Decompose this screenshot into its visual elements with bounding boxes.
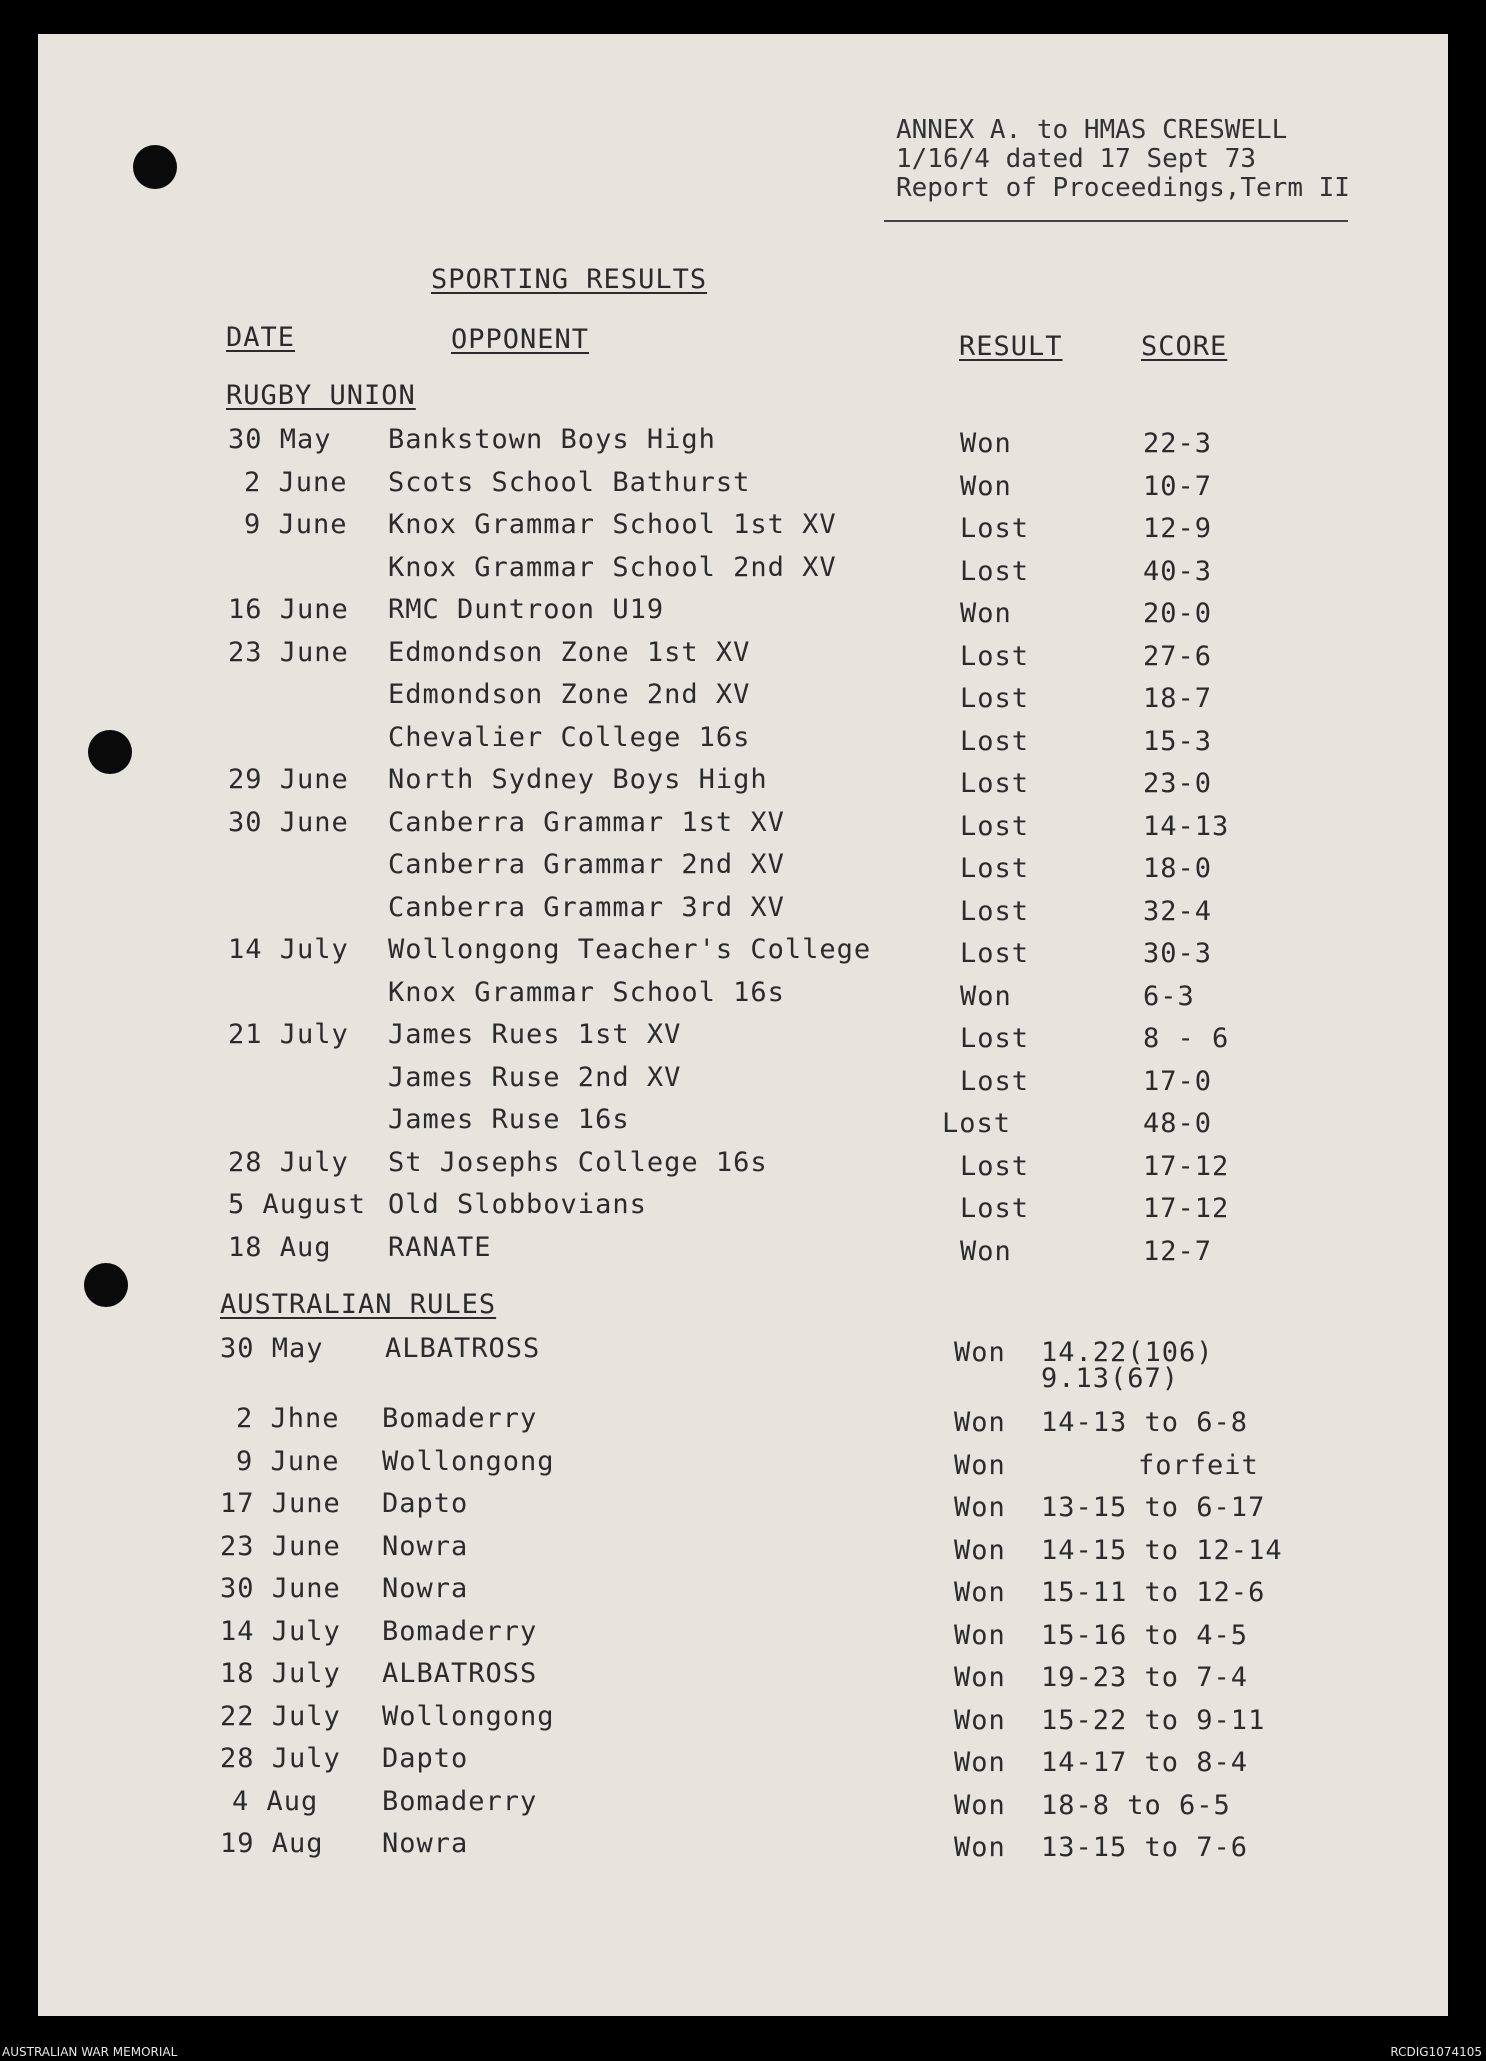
row-opponent: ALBATROSS [385, 1333, 541, 1364]
row-date: 23 June [220, 1530, 341, 1562]
row-score: 27-6 [1143, 640, 1213, 672]
row-result: Won [954, 1789, 1006, 1821]
row-opponent: Bomaderry [382, 1785, 538, 1817]
row-opponent: Old Slobbovians [388, 1189, 647, 1220]
row-opponent: Nowra [382, 1828, 469, 1859]
row-result: Won [954, 1662, 1006, 1693]
row-result: Lost [960, 725, 1030, 757]
column-header-opponent: OPPONENT [451, 324, 590, 355]
row-date: 21 July [228, 1019, 349, 1050]
row-result: Lost [960, 1193, 1030, 1224]
row-result: Won [960, 980, 1012, 1012]
column-header-date: DATE [226, 322, 296, 353]
row-score: 18-7 [1143, 683, 1213, 714]
row-opponent: Canberra Grammar 3rd XV [388, 891, 785, 923]
row-result: Won [954, 1337, 1006, 1368]
row-score: 8 - 6 [1143, 1023, 1230, 1054]
row-opponent: Knox Grammar School 16s [388, 976, 785, 1008]
row-score: 23-0 [1143, 768, 1213, 799]
row-result: Won [954, 1747, 1006, 1778]
row-result: Lost [960, 853, 1030, 884]
row-date: 19 Aug [220, 1828, 324, 1859]
row-score: 14-13 to 6-8 [1041, 1407, 1249, 1438]
page-title: SPORTING RESULTS [431, 264, 708, 295]
row-date: 5 August [228, 1189, 367, 1220]
punch-hole-top [133, 145, 177, 189]
row-opponent: Wollongong Teacher's College [388, 934, 872, 965]
row-score: 17-12 [1143, 1150, 1230, 1182]
row-date: 14 July [220, 1615, 341, 1647]
row-opponent: Canberra Grammar 1st XV [388, 806, 785, 838]
row-opponent: James Ruse 2nd XV [388, 1061, 682, 1093]
row-date: 18 Aug [228, 1231, 332, 1263]
footer-credit: AUSTRALIAN WAR MEMORIAL [2, 2045, 178, 2059]
row-result: Won [954, 1407, 1006, 1438]
row-date: 28 July [228, 1146, 349, 1178]
row-result: Won [954, 1577, 1006, 1608]
row-date: 14 July [228, 934, 349, 965]
column-header-result: RESULT [959, 331, 1063, 362]
row-score: 48-0 [1143, 1108, 1213, 1139]
row-result: Won [960, 470, 1012, 502]
row-opponent: Nowra [382, 1530, 469, 1562]
row-score: 18-0 [1143, 853, 1213, 884]
row-result: Won [960, 598, 1012, 629]
row-result: Won [954, 1832, 1006, 1863]
row-date: 22 July [220, 1700, 341, 1732]
row-score: 15-3 [1143, 725, 1213, 757]
row-result: Won [954, 1449, 1006, 1481]
row-date: 4 Aug [232, 1785, 319, 1817]
row-date: 16 June [228, 594, 349, 625]
row-result: Won [960, 428, 1012, 459]
row-result: Won [954, 1492, 1006, 1523]
row-date: 18 July [220, 1658, 341, 1689]
row-opponent: Bankstown Boys High [388, 424, 716, 455]
row-opponent: Scots School Bathurst [388, 466, 751, 498]
row-date: 30 May [228, 424, 332, 455]
row-opponent: Dapto [382, 1488, 469, 1519]
row-opponent: Knox Grammar School 2nd XV [388, 551, 837, 583]
row-date: 17 June [220, 1488, 341, 1519]
row-opponent: Bomaderry [382, 1403, 538, 1434]
row-date: 23 June [228, 636, 349, 668]
row-result: Won [954, 1619, 1006, 1651]
row-score: 13-15 to 7-6 [1041, 1832, 1249, 1863]
row-opponent: James Rues 1st XV [388, 1019, 682, 1050]
row-score: 14-17 to 8-4 [1041, 1747, 1249, 1778]
row-score: 13-15 to 6-17 [1041, 1492, 1266, 1523]
row-date: 9 June [244, 509, 348, 540]
row-date: 28 July [220, 1743, 341, 1774]
row-opponent: Edmondson Zone 2nd XV [388, 679, 751, 710]
row-opponent: Bomaderry [382, 1615, 538, 1647]
row-score: 40-3 [1143, 555, 1213, 587]
row-opponent: St Josephs College 16s [388, 1146, 768, 1178]
row-date: 9 June [236, 1445, 340, 1477]
row-score: 30-3 [1143, 938, 1213, 969]
row-result: Lost [960, 513, 1030, 544]
row-result: Lost [960, 895, 1030, 927]
row-opponent: ALBATROSS [382, 1658, 538, 1689]
row-score: 19-23 to 7-4 [1041, 1662, 1249, 1693]
row-score-opponent: 9.13(67) [1041, 1363, 1180, 1394]
row-result: Lost [960, 683, 1030, 714]
annex-line-3: Report of Proceedings,Term II [896, 173, 1350, 203]
row-result: Lost [942, 1108, 1012, 1139]
footer-record-id: RCDIG1074105 [1390, 2045, 1482, 2059]
punch-hole-bottom [84, 1263, 128, 1307]
row-opponent: James Ruse 16s [388, 1104, 630, 1135]
row-score: 22-3 [1143, 428, 1213, 459]
row-opponent: Canberra Grammar 2nd XV [388, 849, 785, 880]
row-score: 32-4 [1143, 895, 1213, 927]
row-result: Won [954, 1704, 1006, 1736]
row-result: Lost [960, 640, 1030, 672]
row-score: 17-12 [1143, 1193, 1230, 1224]
row-opponent: Chevalier College 16s [388, 721, 751, 753]
section-heading-rugby-union: RUGBY UNION [226, 380, 416, 411]
row-score: forfeit [1138, 1449, 1259, 1481]
row-score: 10-7 [1143, 470, 1213, 502]
row-opponent: Dapto [382, 1743, 469, 1774]
row-score: 12-7 [1143, 1235, 1213, 1267]
row-score: 15-16 to 4-5 [1041, 1619, 1249, 1651]
row-result: Won [960, 1235, 1012, 1267]
annex-line-1: ANNEX A. to HMAS CRESWELL [896, 115, 1288, 145]
row-date: 30 June [228, 806, 349, 838]
row-score: 17-0 [1143, 1065, 1213, 1097]
header-rule [884, 220, 1348, 222]
document-page [38, 34, 1448, 2016]
row-result: Won [954, 1534, 1006, 1566]
row-opponent: North Sydney Boys High [388, 764, 768, 795]
row-score: 15-11 to 12-6 [1041, 1577, 1266, 1608]
row-date: 2 Jhne [236, 1403, 340, 1434]
row-date: 30 May [220, 1333, 324, 1364]
row-date: 29 June [228, 764, 349, 795]
row-result: Lost [960, 1150, 1030, 1182]
row-date: 30 June [220, 1573, 341, 1604]
row-opponent: Edmondson Zone 1st XV [388, 636, 751, 668]
row-score: 12-9 [1143, 513, 1213, 544]
row-result: Lost [960, 938, 1030, 969]
row-score: 20-0 [1143, 598, 1213, 629]
row-opponent: Nowra [382, 1573, 469, 1604]
row-opponent: Wollongong [382, 1700, 555, 1732]
row-opponent: RANATE [388, 1231, 492, 1263]
row-result: Lost [960, 1065, 1030, 1097]
row-score: 14-13 [1143, 810, 1230, 842]
row-result: Lost [960, 1023, 1030, 1054]
row-score: 18-8 to 6-5 [1041, 1789, 1231, 1821]
row-date: 2 June [244, 466, 348, 498]
punch-hole-middle [88, 730, 132, 774]
row-result: Lost [960, 810, 1030, 842]
row-result: Lost [960, 768, 1030, 799]
row-result: Lost [960, 555, 1030, 587]
row-score: 6-3 [1143, 980, 1195, 1012]
annex-line-2: 1/16/4 dated 17 Sept 73 [896, 144, 1257, 174]
row-score: 15-22 to 9-11 [1041, 1704, 1266, 1736]
section-heading-australian-rules: AUSTRALIAN RULES [220, 1289, 497, 1320]
row-opponent: RMC Duntroon U19 [388, 594, 665, 625]
row-opponent: Knox Grammar School 1st XV [388, 509, 837, 540]
column-header-score: SCORE [1141, 331, 1228, 362]
row-score: 14.22(106) [1041, 1337, 1214, 1368]
row-score: 14-15 to 12-14 [1041, 1534, 1283, 1566]
row-opponent: Wollongong [382, 1445, 555, 1477]
